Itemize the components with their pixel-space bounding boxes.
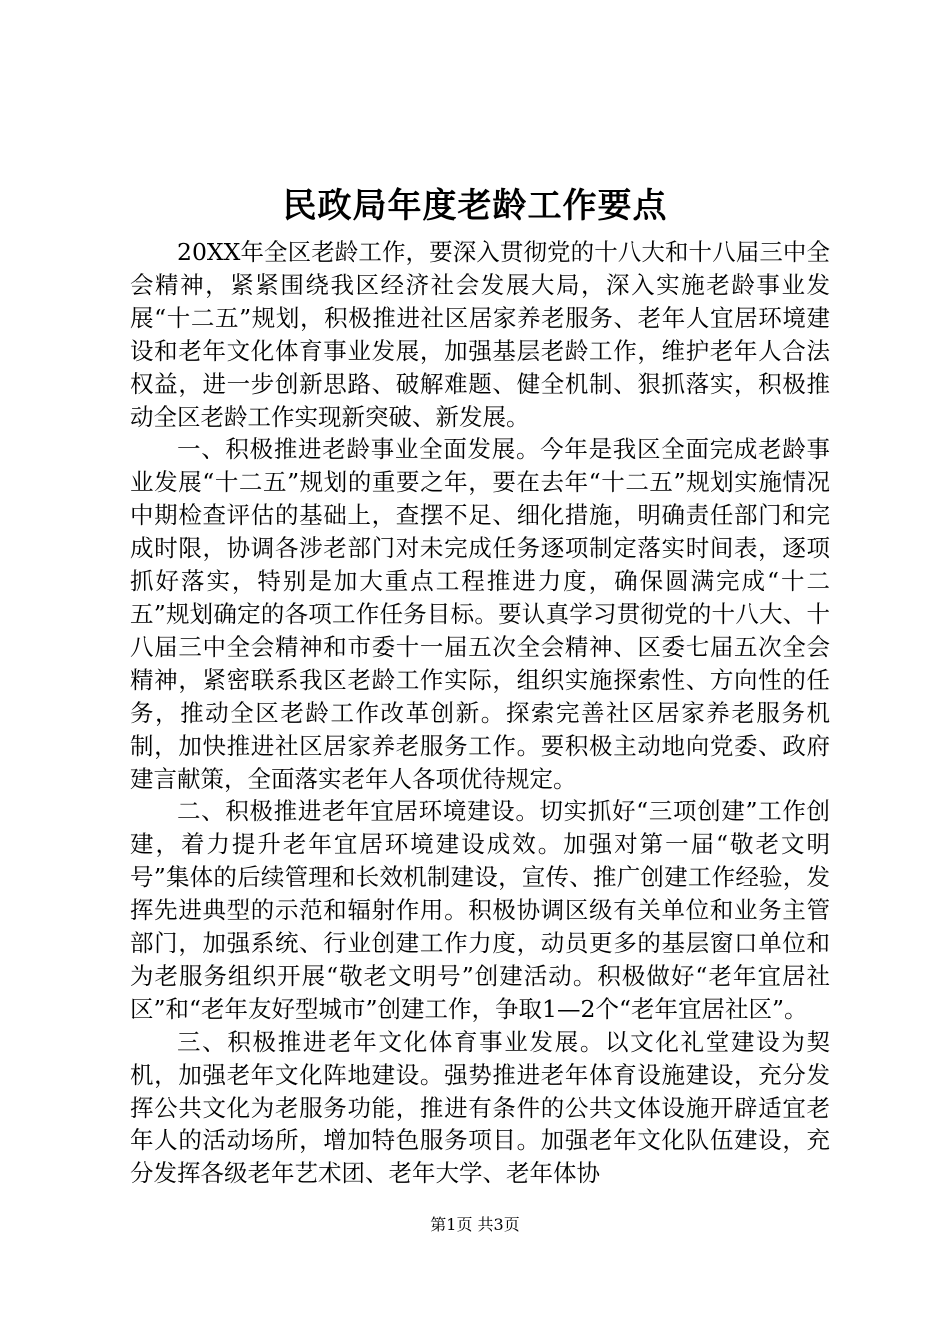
page-number-footer: 第1页 共3页 xyxy=(430,1215,520,1234)
paragraph-intro: 20XX年全区老龄工作，要深入贯彻党的十八大和十八届三中全会精神，紧紧围绕我区经济社会发展大局，深入实施老龄事业发展“十二五”规划，积极推进社区居家养老服务、老年人宜居环境建设和老年文化体育事业发展，加强基层老龄工作，维护老年人合法权益，进一步创新思路、破解难题、健全机制、狠抓落实，积极推动全区老龄工作实现新突破、新发展。 xyxy=(130,238,830,431)
paragraph-section-1: 一、积极推进老龄事业全面发展。今年是我区全面完成老龄事业发展“十二五”规划的重要之年，要在去年“十二五”规划实施情况中期检查评估的基础上，查摆不足、细化措施，明确责任部门和完成时限，协调各涉老部门对未完成任务逐项制定落实时间表，逐项抓好落实，特别是加大重点工程推进力度，确保圆满完成“十二五”规划确定的各项工作任务目标。要认真学习贯彻党的十八大、十八届三中全会精神和市委十一届五次全会精神、区委七届五次全会精神，紧密联系我区老龄工作实际，组织实施探索性、方向性的任务，推动全区老龄工作改革创新。探索完善社区居家养老服务机制，加快推进社区居家养老服务工作。要积极主动地向党委、政府建言献策，全面落实老年人各项优待规定。 xyxy=(130,435,830,793)
document-body xyxy=(130,236,830,1190)
paragraph-section-3: 三、积极推进老年文化体育事业发展。以文化礼堂建设为契机，加强老年文化阵地建设。强势推进老年体育设施建设，充分发挥公共文化为老服务功能，推进有条件的公共文体设施开辟适宜老年人的活动场所，增加特色服务项目。加强老年文化队伍建设，充分发挥各级老年艺术团、老年大学、老年体协 xyxy=(130,1027,830,1188)
paragraph-section-2: 二、积极推进老年宜居环境建设。切实抓好“三项创建”工作创建，着力提升老年宜居环境建设成效。加强对第一届“敬老文明号”集体的后续管理和长效机制建设，宣传、推广创建工作经验，发挥先进典型的示范和辐射作用。积极协调区级有关单位和业务主管部门，加强系统、行业创建工作力度，动员更多的基层窗口单位和为老服务组织开展“敬老文明号”创建活动。积极做好“老年宜居社区”和“老年友好型城市”创建工作，争取1—2个“老年宜居社区”。 xyxy=(130,797,830,1023)
document-title: 民政局年度老龄工作要点 xyxy=(282,186,668,226)
